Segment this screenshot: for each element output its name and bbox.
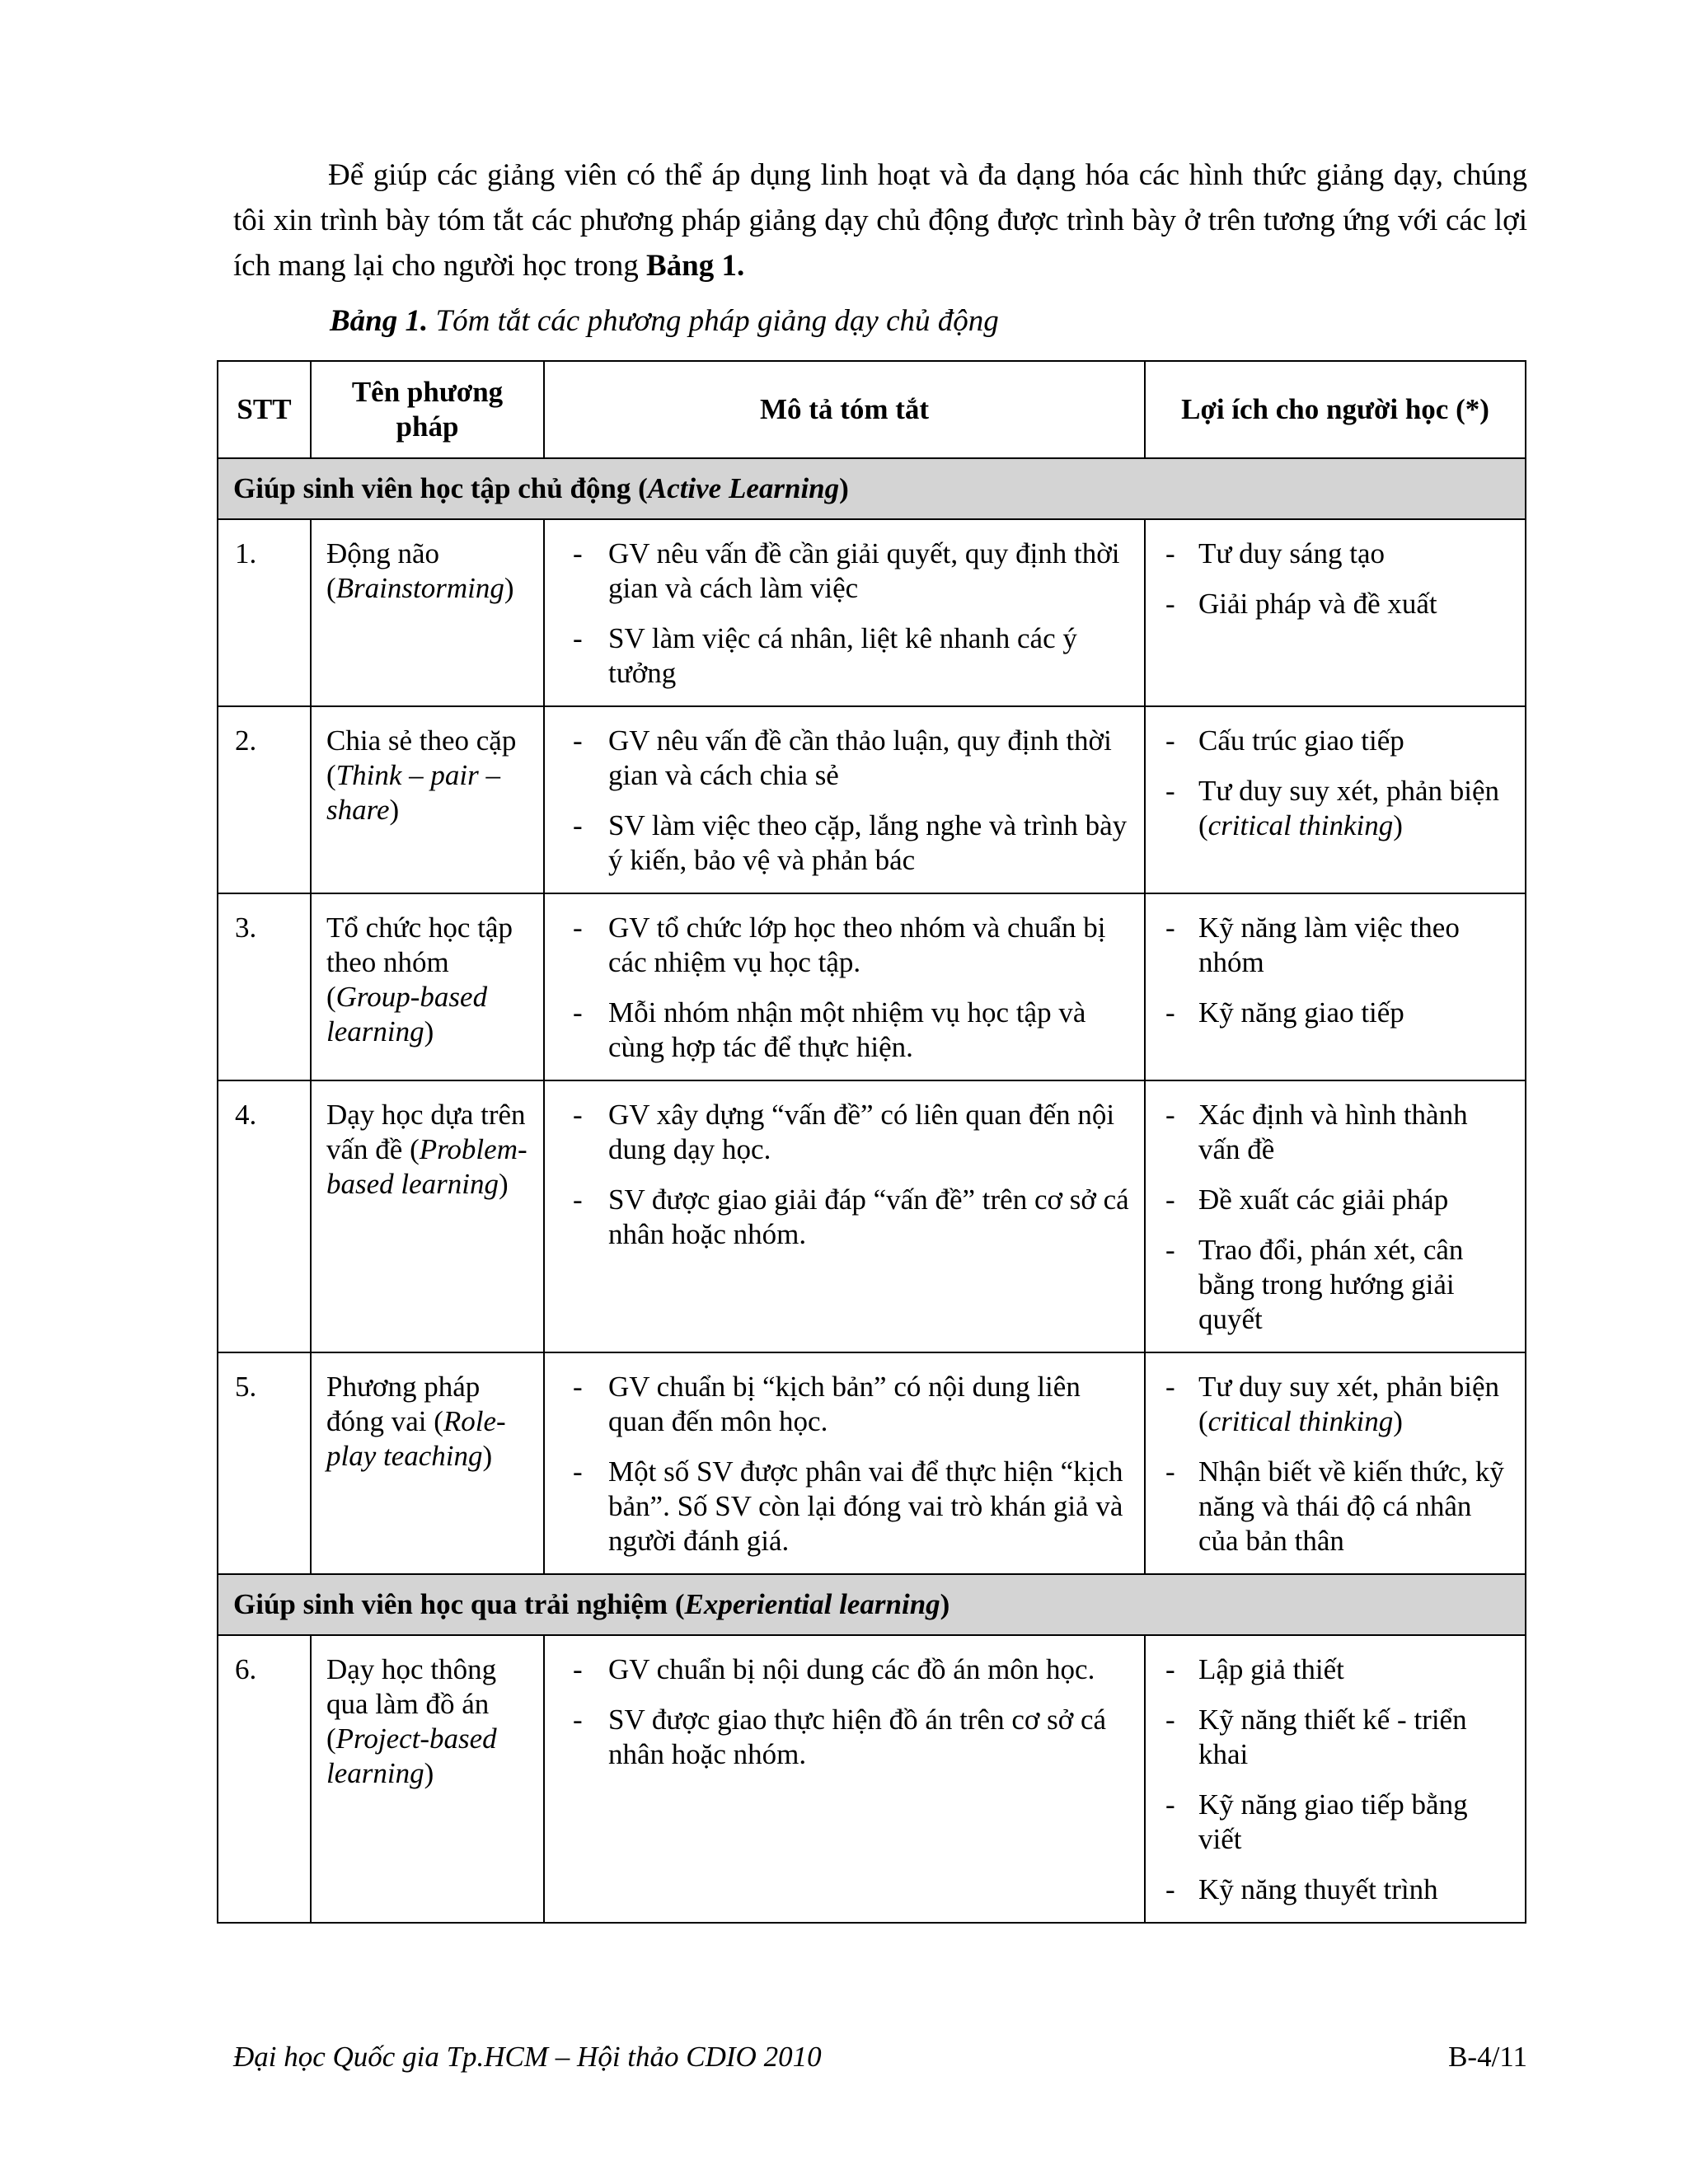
row-number: 6. bbox=[218, 1635, 311, 1923]
benefit-item bbox=[1159, 1233, 1512, 1337]
method-name-en: Group-based learning bbox=[326, 981, 488, 1047]
intro-paragraph bbox=[233, 152, 1527, 288]
section-title-end: ) bbox=[940, 1588, 950, 1620]
method-name-en-open: ( bbox=[434, 1405, 443, 1437]
benefit-text: Kỹ năng giao tiếp bằng viết bbox=[1198, 1788, 1468, 1855]
method-description bbox=[544, 1635, 1145, 1923]
row-number: 5. bbox=[218, 1352, 311, 1574]
method-description bbox=[544, 1080, 1145, 1352]
table-row bbox=[218, 893, 1526, 1080]
benefit-text: Kỹ năng làm việc theo nhóm bbox=[1198, 912, 1460, 978]
description-list bbox=[558, 1098, 1131, 1252]
section-title-text: Giúp sinh viên học qua trải nghiệm ( bbox=[233, 1588, 685, 1620]
method-benefits bbox=[1145, 706, 1526, 893]
section-title bbox=[218, 458, 1526, 519]
method-name-vi: Tổ chức học tập theo nhóm bbox=[326, 912, 513, 978]
method-name-en: Role-play teaching bbox=[326, 1405, 506, 1472]
method-name bbox=[311, 706, 544, 893]
benefits-list bbox=[1159, 1098, 1512, 1337]
caption-label: Bảng 1. bbox=[330, 304, 429, 338]
method-name-vi: Chia sẻ theo cặp bbox=[326, 724, 517, 757]
benefits-list bbox=[1159, 1370, 1512, 1558]
method-description bbox=[544, 893, 1145, 1080]
table-header-row bbox=[218, 361, 1526, 458]
method-name-en: Problem-based learning bbox=[326, 1133, 528, 1200]
description-item: - SV được giao giải đáp “vấn đề” trên cơ sở cá nhân hoặc nhóm. bbox=[558, 1183, 1131, 1252]
section-title-en: Experiential learning bbox=[684, 1588, 940, 1620]
method-name-en-close: ) bbox=[504, 572, 514, 604]
intro-text: Để giúp các giảng viên có thể áp dụng linh hoạt và đa dạng hóa các hình thức giảng dạy, chúng tôi xin trình bày tóm tắt các phương pháp giảng dạy chủ động được trình bày ở trên tương ứng với các lợi ích mang lại cho người học trong bbox=[233, 158, 1527, 283]
benefit-text: Lập giả thiết bbox=[1198, 1653, 1344, 1685]
benefit-text: Nhận biết về kiến thức, kỹ năng và thái độ cá nhân của bản thân bbox=[1198, 1455, 1504, 1557]
benefit-text-end: ) bbox=[1393, 809, 1403, 841]
benefit-term-en: critical thinking bbox=[1207, 809, 1394, 841]
benefit-text-end: ) bbox=[1393, 1405, 1403, 1437]
benefit-text: Giải pháp và đề xuất bbox=[1198, 588, 1437, 620]
benefit-item bbox=[1159, 1370, 1512, 1439]
benefit-item bbox=[1159, 911, 1512, 980]
method-benefits bbox=[1145, 519, 1526, 706]
description-item: - GV tổ chức lớp học theo nhóm và chuẩn bị các nhiệm vụ học tập. bbox=[558, 911, 1131, 980]
section-row bbox=[218, 458, 1526, 519]
method-name-en: Project-based learning bbox=[326, 1722, 497, 1789]
row-number: 2. bbox=[218, 706, 311, 893]
benefit-item bbox=[1159, 1703, 1512, 1772]
row-number: 4. bbox=[218, 1080, 311, 1352]
method-description bbox=[544, 1352, 1145, 1574]
header-stt: STT bbox=[218, 361, 311, 458]
methods-table bbox=[217, 360, 1526, 1924]
section-row bbox=[218, 1574, 1526, 1635]
method-description bbox=[544, 706, 1145, 893]
benefit-item bbox=[1159, 1652, 1512, 1687]
description-item: - GV chuẩn bị “kịch bản” có nội dung liên quan đến môn học. bbox=[558, 1370, 1131, 1439]
method-benefits bbox=[1145, 1635, 1526, 1923]
method-name-en-close: ) bbox=[424, 1015, 434, 1047]
page-number: B-4/11 bbox=[1448, 2041, 1527, 2073]
benefits-list bbox=[1159, 1652, 1512, 1907]
method-benefits bbox=[1145, 1352, 1526, 1574]
method-name-en-open: ( bbox=[326, 981, 336, 1013]
table-row bbox=[218, 1080, 1526, 1352]
description-list bbox=[558, 537, 1131, 691]
benefits-list bbox=[1159, 911, 1512, 1030]
benefit-item bbox=[1159, 1098, 1512, 1167]
description-item: - Một số SV được phân vai để thực hiện “kịch bản”. Số SV còn lại đóng vai trò khán giả và người đánh giá. bbox=[558, 1455, 1131, 1558]
table-row bbox=[218, 1352, 1526, 1574]
benefit-text: Xác định và hình thành vấn đề bbox=[1198, 1099, 1468, 1165]
benefits-list bbox=[1159, 724, 1512, 843]
footer-source: Đại học Quốc gia Tp.HCM – Hội thảo CDIO 2010 bbox=[233, 2041, 822, 2073]
benefit-item bbox=[1159, 1872, 1512, 1907]
description-list bbox=[558, 1370, 1131, 1558]
benefit-item bbox=[1159, 996, 1512, 1030]
benefit-term-en: critical thinking bbox=[1207, 1405, 1394, 1437]
description-item: - SV làm việc theo cặp, lắng nghe và trình bày ý kiến, bảo vệ và phản bác bbox=[558, 808, 1131, 878]
method-benefits bbox=[1145, 1080, 1526, 1352]
method-name-en-close: ) bbox=[482, 1440, 493, 1472]
description-item: - GV nêu vấn đề cần thảo luận, quy định thời gian và cách chia sẻ bbox=[558, 724, 1131, 793]
description-list bbox=[558, 911, 1131, 1065]
benefit-text: Tư duy suy xét, phản biện ( bbox=[1198, 775, 1500, 841]
benefit-item bbox=[1159, 1455, 1512, 1558]
section-title-text: Giúp sinh viên học tập chủ động ( bbox=[233, 472, 648, 504]
method-name bbox=[311, 519, 544, 706]
table-row bbox=[218, 519, 1526, 706]
benefit-text: Kỹ năng thiết kế - triển khai bbox=[1198, 1704, 1467, 1770]
description-item: - GV chuẩn bị nội dung các đồ án môn học. bbox=[558, 1652, 1131, 1687]
method-benefits bbox=[1145, 893, 1526, 1080]
method-name bbox=[311, 1635, 544, 1923]
method-name-en-open: ( bbox=[326, 759, 336, 791]
method-name-en: Think – pair – share bbox=[326, 759, 500, 826]
description-item: - SV được giao thực hiện đồ án trên cơ sở cá nhân hoặc nhóm. bbox=[558, 1703, 1131, 1772]
table-row bbox=[218, 1635, 1526, 1923]
method-name-en-open: ( bbox=[326, 1722, 336, 1755]
method-name-vi: Dạy học thông qua làm đồ án bbox=[326, 1653, 497, 1720]
method-name-vi: Phương pháp đóng vai bbox=[326, 1371, 481, 1437]
benefit-text: Kỹ năng thuyết trình bbox=[1198, 1873, 1438, 1905]
method-description bbox=[544, 519, 1145, 706]
benefit-text: Cấu trúc giao tiếp bbox=[1198, 724, 1404, 757]
benefit-text: Tư duy suy xét, phản biện ( bbox=[1198, 1371, 1500, 1437]
benefit-item bbox=[1159, 774, 1512, 843]
table-row bbox=[218, 706, 1526, 893]
benefit-item bbox=[1159, 587, 1512, 621]
table-body bbox=[218, 458, 1526, 1923]
method-name-vi: Động não bbox=[326, 537, 440, 569]
benefit-item bbox=[1159, 724, 1512, 758]
benefits-list bbox=[1159, 537, 1512, 621]
description-item: - GV nêu vấn đề cần giải quyết, quy định thời gian và cách làm việc bbox=[558, 537, 1131, 606]
section-title-en: Active Learning bbox=[647, 472, 840, 504]
benefit-item bbox=[1159, 1183, 1512, 1217]
benefit-item bbox=[1159, 1788, 1512, 1857]
row-number: 1. bbox=[218, 519, 311, 706]
section-title-end: ) bbox=[839, 472, 849, 504]
method-name-en-open: ( bbox=[410, 1133, 420, 1165]
row-number: 3. bbox=[218, 893, 311, 1080]
method-name bbox=[311, 1352, 544, 1574]
method-name bbox=[311, 1080, 544, 1352]
section-title bbox=[218, 1574, 1526, 1635]
benefit-item bbox=[1159, 537, 1512, 571]
caption-text: Tóm tắt các phương pháp giảng dạy chủ động bbox=[428, 304, 999, 338]
method-name bbox=[311, 893, 544, 1080]
method-name-vi: Dạy học dựa trên vấn đề bbox=[326, 1099, 526, 1165]
method-name-en: Brainstorming bbox=[335, 572, 504, 604]
description-item: - GV xây dựng “vấn đề” có liên quan đến nội dung dạy học. bbox=[558, 1098, 1131, 1167]
description-item: - SV làm việc cá nhân, liệt kê nhanh các ý tưởng bbox=[558, 621, 1131, 691]
description-item: - Mỗi nhóm nhận một nhiệm vụ học tập và cùng hợp tác để thực hiện. bbox=[558, 996, 1131, 1065]
header-name: Tên phương pháp bbox=[311, 361, 544, 458]
method-name-en-open: ( bbox=[326, 572, 336, 604]
intro-table-ref: Bảng 1. bbox=[645, 249, 745, 283]
benefit-text: Đề xuất các giải pháp bbox=[1198, 1183, 1449, 1216]
description-list bbox=[558, 1652, 1131, 1772]
header-benefits: Lợi ích cho người học (*) bbox=[1145, 361, 1526, 458]
header-desc: Mô tả tóm tắt bbox=[544, 361, 1145, 458]
table-caption bbox=[330, 298, 999, 344]
benefit-text: Kỹ năng giao tiếp bbox=[1198, 996, 1404, 1029]
benefit-text: Trao đổi, phán xét, cân bằng trong hướng giải quyết bbox=[1198, 1234, 1464, 1335]
method-name-en-close: ) bbox=[389, 794, 400, 826]
benefit-text: Tư duy sáng tạo bbox=[1198, 537, 1386, 569]
method-name-en-close: ) bbox=[499, 1168, 509, 1200]
method-name-en-close: ) bbox=[424, 1757, 434, 1789]
description-list bbox=[558, 724, 1131, 878]
